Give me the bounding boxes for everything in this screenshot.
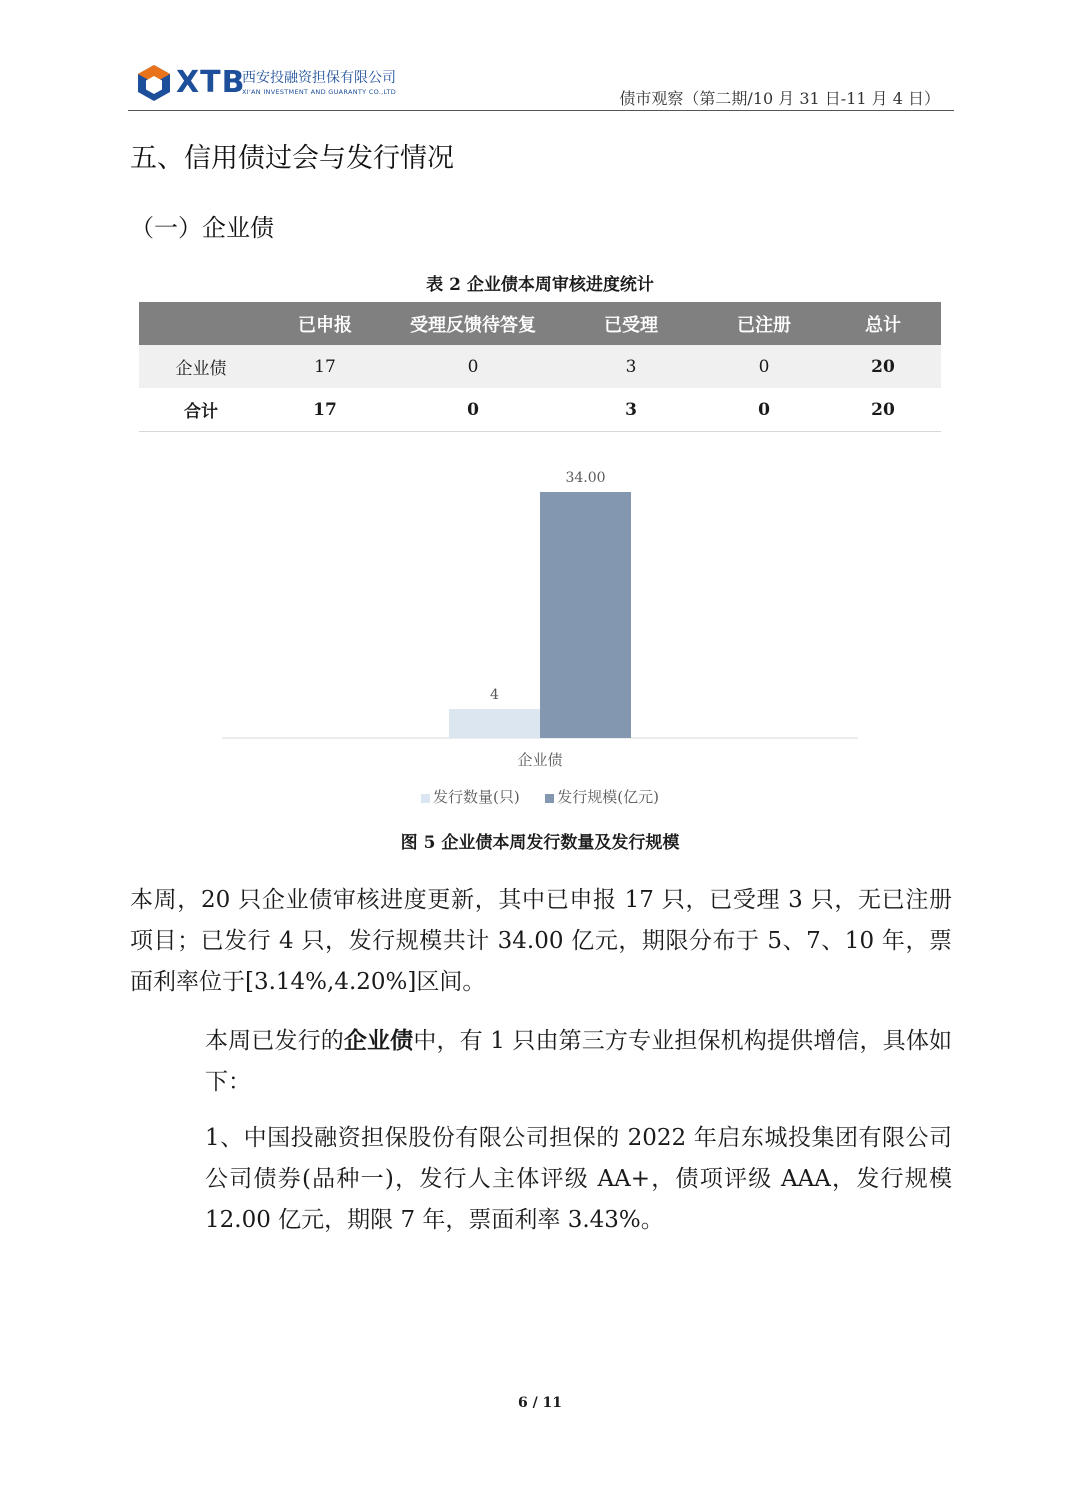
table-header-cell: 受理反馈待答复	[387, 302, 559, 345]
company-name-en: XI'AN INVESTMENT AND GUARANTY CO.,LTD	[242, 88, 397, 96]
table-cell: 3	[559, 388, 703, 432]
table-cell: 0	[387, 345, 559, 388]
legend-swatch-count	[421, 794, 430, 803]
table-cell: 3	[559, 345, 703, 388]
legend-label-count: 发行数量(只)	[433, 788, 520, 806]
section-title: 五、信用债过会与发行情况	[130, 143, 454, 174]
table-header-cell: 已申报	[263, 302, 387, 345]
table-cell: 0	[703, 388, 825, 432]
legend-item-scale	[545, 788, 659, 806]
table-cell: 20	[825, 345, 941, 388]
paragraph-guarantee-intro	[205, 1020, 952, 1103]
table-header-cell: 总计	[825, 302, 941, 345]
table-header-cell: 已注册	[703, 302, 825, 345]
table-header-row	[139, 302, 941, 345]
paragraph-guarantee-item: 1、中国投融资担保股份有限公司担保的 2022 年启东城投集团有限公司公司债券(品种一)，发行人主体评级 AA+，债项评级 AAA，发行规模 12.00 亿元，期限 7 年，票面利率 3.43%。	[205, 1125, 952, 1233]
table-cell: 0	[387, 388, 559, 432]
paragraph-summary: 本周，20 只企业债审核进度更新，其中已申报 17 只，已受理 3 只，无已注册项目；已发行 4 只，发行规模共计 34.00 亿元，期限分布于 5、7、10 年，票面利率位于[3.14%,4.20%]区间。	[130, 887, 952, 995]
table-cell: 17	[263, 345, 387, 388]
paragraph-emphasis: 企业债	[343, 1027, 414, 1054]
logo-wordmark: XTB	[176, 65, 246, 100]
paragraph-text: 本周已发行的	[205, 1028, 344, 1054]
bar-data-label: 4	[490, 687, 499, 704]
table-cell: 0	[703, 345, 825, 388]
page-number: 6 / 11	[517, 1395, 563, 1411]
table-cell: 企业债	[139, 345, 263, 388]
legend-item-count	[421, 788, 525, 806]
table-row	[139, 345, 941, 388]
review-progress-table	[139, 302, 941, 432]
issuance-bar-chart	[200, 455, 880, 780]
hexagon-logo-icon	[136, 64, 172, 102]
table-header-cell	[139, 302, 263, 345]
table-caption: 表 2 企业债本周审核进度统计	[426, 275, 654, 295]
table-row	[139, 388, 941, 432]
bar-data-label: 34.00	[565, 470, 606, 486]
publication-title: 债市观察（第二期/10 月 31 日-11 月 4 日）	[619, 89, 940, 108]
table-cell: 20	[825, 388, 941, 432]
table-header-cell: 已受理	[559, 302, 703, 345]
bar-issue-count	[449, 709, 540, 738]
bar-issue-scale	[540, 492, 631, 738]
paragraph-text: 中，有 1 只由第三方专业担保机构提供增信，具体如下：	[205, 1028, 953, 1095]
figure-caption: 图 5 企业债本周发行数量及发行规模	[400, 833, 680, 853]
table-cell: 17	[263, 388, 387, 432]
company-name-cn: 西安投融资担保有限公司	[242, 70, 396, 86]
x-tick-label: 企业债	[517, 751, 563, 769]
legend-label-scale: 发行规模(亿元)	[557, 788, 659, 806]
page-header	[128, 62, 954, 111]
legend-swatch-scale	[545, 794, 554, 803]
table-cell: 合计	[139, 388, 263, 432]
chart-legend	[0, 786, 1080, 807]
subsection-title: （一）企业债	[130, 214, 274, 242]
